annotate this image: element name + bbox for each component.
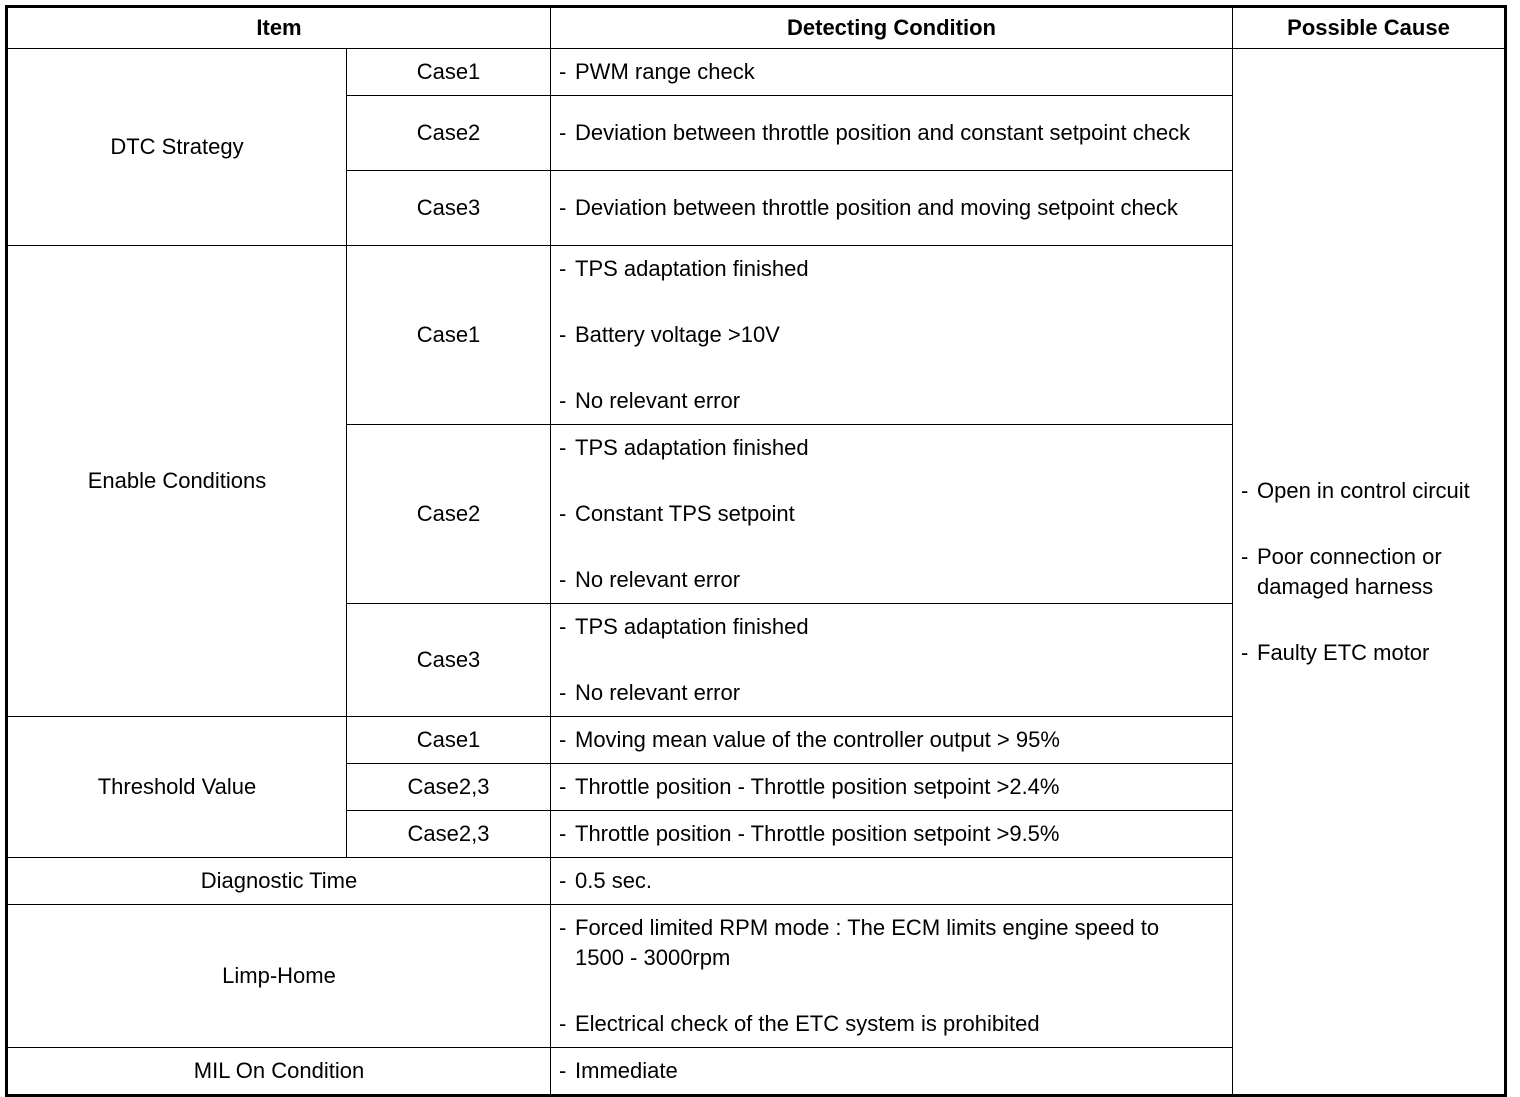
condition-item: - Electrical check of the ETC system is prohibited: [551, 1009, 1212, 1039]
condition-cell: [551, 1048, 1233, 1096]
threshold-value-label: Threshold Value: [7, 717, 347, 858]
header-possible-cause: Possible Cause: [1233, 7, 1506, 49]
condition-item: - TPS adaptation finished: [551, 612, 1212, 642]
condition-item: - PWM range check: [551, 57, 1212, 87]
dtc-strategy-label: DTC Strategy: [7, 49, 347, 246]
condition-cell: [551, 905, 1233, 1048]
condition-item: - Deviation between throttle position and moving setpoint check: [551, 193, 1212, 223]
header-detecting-condition: Detecting Condition: [551, 7, 1233, 49]
condition-item: - Battery voltage >10V: [551, 320, 1212, 350]
cause-item: - Open in control circuit: [1233, 476, 1492, 506]
cause-item: - Poor connection or damaged harness: [1233, 542, 1492, 602]
cause-item: - Faulty ETC motor: [1233, 638, 1492, 668]
condition-item: - No relevant error: [551, 678, 1212, 708]
limp-home-label: Limp-Home: [7, 905, 551, 1048]
condition-item: - Throttle position - Throttle position setpoint >9.5%: [551, 819, 1212, 849]
condition-item: - Constant TPS setpoint: [551, 499, 1212, 529]
case-label: Case3: [347, 171, 551, 246]
condition-cell: [551, 171, 1233, 246]
enable-conditions-label: Enable Conditions: [7, 246, 347, 717]
case-label: Case2: [347, 425, 551, 604]
condition-cell: [551, 96, 1233, 171]
header-item: Item: [7, 7, 551, 49]
condition-cell: [551, 858, 1233, 905]
condition-item: - 0.5 sec.: [551, 866, 1212, 896]
condition-cell: [551, 717, 1233, 764]
dtc-table-wrapper: [5, 5, 1507, 1097]
case-label: Case1: [347, 49, 551, 96]
condition-item: - No relevant error: [551, 565, 1212, 595]
case-label: Case1: [347, 246, 551, 425]
case-label: Case1: [347, 717, 551, 764]
condition-item: - No relevant error: [551, 386, 1212, 416]
possible-cause-cell: [1233, 49, 1506, 1096]
condition-cell: [551, 764, 1233, 811]
header-row: [7, 7, 1506, 49]
condition-cell: [551, 604, 1233, 717]
case-label: Case2,3: [347, 764, 551, 811]
condition-item: - TPS adaptation finished: [551, 433, 1212, 463]
case-label: Case2,3: [347, 811, 551, 858]
condition-item: - Deviation between throttle position and constant setpoint check: [551, 118, 1212, 148]
case-label: Case3: [347, 604, 551, 717]
condition-cell: [551, 811, 1233, 858]
condition-cell: [551, 49, 1233, 96]
table-row: [7, 49, 1506, 96]
case-label: Case2: [347, 96, 551, 171]
mil-on-condition-label: MIL On Condition: [7, 1048, 551, 1096]
diagnostic-time-label: Diagnostic Time: [7, 858, 551, 905]
condition-cell: [551, 246, 1233, 425]
condition-item: - TPS adaptation finished: [551, 254, 1212, 284]
condition-item: - Moving mean value of the controller output > 95%: [551, 725, 1212, 755]
condition-item: - Forced limited RPM mode : The ECM limits engine speed to 1500 - 3000rpm: [551, 913, 1212, 973]
condition-item: - Throttle position - Throttle position setpoint >2.4%: [551, 772, 1212, 802]
condition-cell: [551, 425, 1233, 604]
condition-item: - Immediate: [551, 1056, 1212, 1086]
dtc-table: [5, 5, 1507, 1097]
